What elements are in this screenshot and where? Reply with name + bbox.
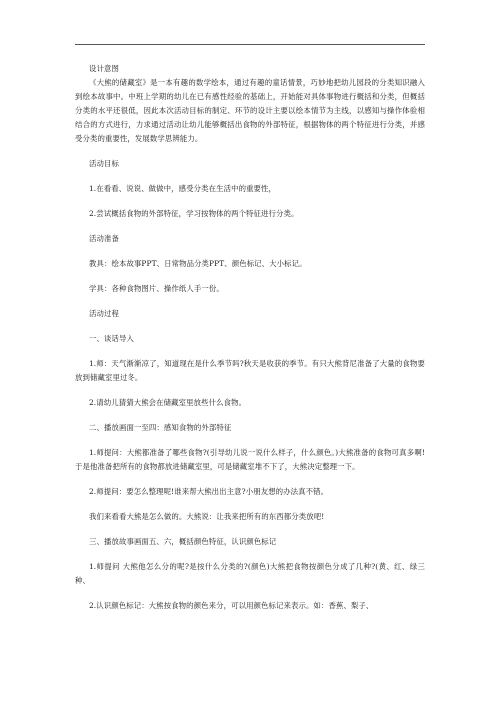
heading-process: 活动过程 (89, 309, 119, 318)
step-1-1: 1.师：天气渐渐凉了，知道现在是什么季节吗?秋天是收获的季节。有只大熊背尼准备了大量的食物要放到储藏室里过冬。 (75, 359, 425, 382)
step-2-2: 2.师提问：要怎么整理呢!谁来帮大熊出出主意?小朋友想的办法真不错。 (89, 487, 329, 496)
step-3-1: 1.师提问 大熊他怎么分的呢?是按什么分类的?(颜色)大熊把食物按颜色分成了几种?(黄、红、绿三种、 (75, 562, 425, 585)
document-body (75, 62, 425, 613)
section-1-title: 一、谈话导入 (89, 334, 134, 343)
goal-2: 2.尝试概括食物的外部特征，学习按物体的两个特征进行分类。 (89, 209, 299, 218)
prep-student: 学具：各种食物图片、操作纸人手一份。 (89, 284, 224, 293)
step-2-3: 我们来看看大熊是怎么做的。大熊说：让我来把所有的东西都分类放吧! (89, 512, 325, 521)
section-2-title: 二、播放画面一至四：感知食物的外部特征 (89, 423, 232, 432)
step-1-2: 2.请幼儿猜猜大熊会在储藏室里放些什么食物。 (89, 398, 247, 407)
step-3-2: 2.认识颜色标记：大熊按食物的颜色来分，可以用颜色标记来表示。如：香蕉、梨子、 (89, 601, 374, 610)
section-3-title: 三、播放故事画面五、六，概括颜色特征，认识颜色标记 (89, 537, 277, 546)
heading-goals: 活动目标 (89, 159, 119, 168)
prep-teacher: 教具：绘本故事PPT、日常物品分类PPT、颜色标记、大小标记。 (89, 259, 307, 268)
design-paragraph: 《大熊的储藏室》是一本有趣的数学绘本，通过有趣的童话情景，巧妙地把幼儿园段的分类知识融入到绘本故事中。中班上学期的幼儿在已有感性经验的基础上，开始能对具体事物进行概括和分类，但概括分类的水平还很低，因此本次活动目标的制定、环节的设计主要以绘本情节为主线，以感知与操作体验相结合的方式进行，力求通过活动让幼儿能够概括出食物的外部特征，根据物体的两个特征进行分类，并感受分类的重要性，发展数学思辨能力。 (75, 78, 425, 143)
goal-1: 1.在看看、说说、做做中，感受分类在生活中的重要性， (89, 184, 277, 193)
header-rule (75, 44, 425, 45)
step-2-1: 1.师提问：大熊都准备了哪些食物?(引导幼儿说一说什么样子，什么颜色。)大熊准备的食物可真多啊!于是他准备把所有的食物都放进储藏室里，可是储藏室堆不下了，大熊决定整理一下。 (75, 448, 425, 471)
heading-preparation: 活动准备 (89, 234, 119, 243)
heading-design-intent: 设计意图 (89, 64, 119, 73)
